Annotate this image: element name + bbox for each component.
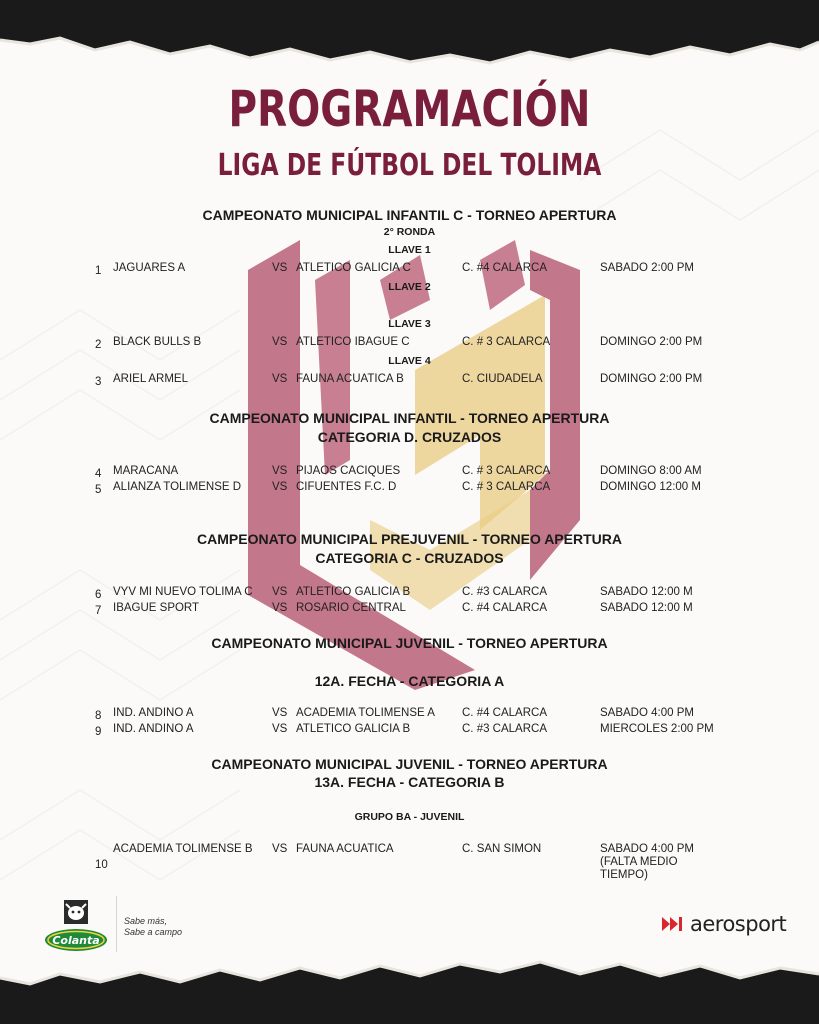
match-team: IND. ANDINO A xyxy=(113,723,194,735)
section-heading: CAMPEONATO MUNICIPAL PREJUVENIL - TORNEO APERTURA xyxy=(197,531,622,547)
match-venue: C. CIUDADELA xyxy=(462,373,543,385)
match-number: 2 xyxy=(95,339,102,351)
match-opponent: ATLETICO IBAGUE C xyxy=(296,336,410,348)
match-opponent: CIFUENTES F.C. D xyxy=(296,481,397,493)
match-vs: VS xyxy=(272,723,288,735)
match-number: 1 xyxy=(95,265,102,277)
match-vs: VS xyxy=(272,465,288,477)
match-venue: C. #3 CALARCA xyxy=(462,723,548,735)
match-vs: VS xyxy=(272,336,288,348)
match-opponent: ATLETICO GALICIA C xyxy=(296,262,411,274)
match-number: 5 xyxy=(95,484,102,496)
match-vs: VS xyxy=(272,586,288,598)
match-venue: C. # 3 CALARCA xyxy=(462,465,551,477)
tagline-line-2: Sabe a campo xyxy=(124,927,183,937)
llave-label: LLAVE 4 xyxy=(388,355,431,367)
match-time: DOMINGO 2:00 PM xyxy=(600,336,703,348)
category-label: 13A. FECHA - CATEGORIA B xyxy=(314,774,505,790)
match-opponent: PIJAOS CACIQUES xyxy=(296,465,401,477)
match-opponent: ATLETICO GALICIA B xyxy=(296,586,411,598)
aerosport-arrows-icon xyxy=(662,917,686,931)
match-time: SABADO 2:00 PM xyxy=(600,262,694,274)
match-time: DOMINGO 8:00 AM xyxy=(600,465,702,477)
match-team: ACADEMIA TOLIMENSE B xyxy=(113,843,253,855)
match-venue: C. #4 CALARCA xyxy=(462,602,548,614)
match-time: SABADO 12:00 M xyxy=(600,586,693,598)
llave-label: LLAVE 3 xyxy=(388,318,431,330)
match-venue: C. #3 CALARCA xyxy=(462,586,548,598)
match-number: 4 xyxy=(95,468,102,480)
match-number: 10 xyxy=(95,859,108,871)
match-time: SABADO 4:00 PM xyxy=(600,707,694,719)
match-opponent: ATLETICO GALICIA B xyxy=(296,723,411,735)
sponsor-tagline xyxy=(124,916,182,938)
match-number: 8 xyxy=(95,710,102,722)
match-row xyxy=(0,843,819,887)
torn-paper-top xyxy=(0,0,819,70)
match-number: 6 xyxy=(95,589,102,601)
match-team: IBAGUE SPORT xyxy=(113,602,200,614)
llave-label: LLAVE 1 xyxy=(388,244,431,256)
svg-text:Colanta: Colanta xyxy=(52,934,100,947)
page-title: PROGRAMACIÓN xyxy=(228,80,591,138)
match-number: 9 xyxy=(95,726,102,738)
match-venue: C. # 3 CALARCA xyxy=(462,336,551,348)
match-team: BLACK BULLS B xyxy=(113,336,202,348)
match-team: JAGUARES A xyxy=(113,262,186,274)
category-label: CATEGORIA C - CRUZADOS xyxy=(315,550,504,566)
colanta-logo xyxy=(44,898,112,954)
group-label: GRUPO BA - JUVENIL xyxy=(354,811,465,823)
match-vs: VS xyxy=(272,481,288,493)
torn-paper-bottom xyxy=(0,952,819,1024)
match-time: DOMINGO 12:00 M xyxy=(600,481,701,493)
match-team: IND. ANDINO A xyxy=(113,707,194,719)
section-heading: CAMPEONATO MUNICIPAL JUVENIL - TORNEO APERTURA xyxy=(211,756,608,772)
llave-label: LLAVE 2 xyxy=(388,281,431,293)
match-number: 7 xyxy=(95,605,102,617)
match-vs: VS xyxy=(272,707,288,719)
match-time: DOMINGO 2:00 PM xyxy=(600,373,703,385)
footer-divider xyxy=(116,896,117,954)
match-team: ARIEL ARMEL xyxy=(113,373,188,385)
match-opponent: FAUNA ACUATICA B xyxy=(296,373,404,385)
page-subtitle: LIGA DE FÚTBOL DEL TOLIMA xyxy=(217,148,602,183)
match-time: SABADO 12:00 M xyxy=(600,602,693,614)
tagline-line-1: Sabe más, xyxy=(124,916,168,926)
match-venue: C. #4 CALARCA xyxy=(462,707,548,719)
match-team: MARACANA xyxy=(113,465,179,477)
match-time: MIERCOLES 2:00 PM xyxy=(600,723,714,735)
category-label: CATEGORIA D. CRUZADOS xyxy=(317,429,502,445)
match-opponent: FAUNA ACUATICA xyxy=(296,843,394,855)
match-time: SABADO 4:00 PM (FALTA MEDIO TIEMPO) xyxy=(600,843,694,881)
match-opponent: ACADEMIA TOLIMENSE A xyxy=(296,707,435,719)
section-heading: CAMPEONATO MUNICIPAL JUVENIL - TORNEO APERTURA xyxy=(211,635,608,651)
section-heading: CAMPEONATO MUNICIPAL INFANTIL - TORNEO APERTURA xyxy=(209,410,610,426)
match-team: VYV MI NUEVO TOLIMA C xyxy=(113,586,253,598)
match-vs: VS xyxy=(272,602,288,614)
match-venue: C. #4 CALARCA xyxy=(462,262,548,274)
match-vs: VS xyxy=(272,373,288,385)
match-team: ALIANZA TOLIMENSE D xyxy=(113,481,242,493)
match-venue: C. SAN SIMON xyxy=(462,843,542,855)
match-number: 3 xyxy=(95,376,102,388)
match-vs: VS xyxy=(272,262,288,274)
category-label: 12A. FECHA - CATEGORIA A xyxy=(314,673,505,689)
match-vs: VS xyxy=(272,843,288,855)
match-venue: C. # 3 CALARCA xyxy=(462,481,551,493)
section-heading: CAMPEONATO MUNICIPAL INFANTIL C - TORNEO APERTURA xyxy=(202,207,617,223)
aerosport-logo xyxy=(662,912,786,936)
match-opponent: ROSARIO CENTRAL xyxy=(296,602,406,614)
round-label: 2° RONDA xyxy=(383,226,436,238)
aerosport-wordmark: aerosport xyxy=(690,912,787,936)
